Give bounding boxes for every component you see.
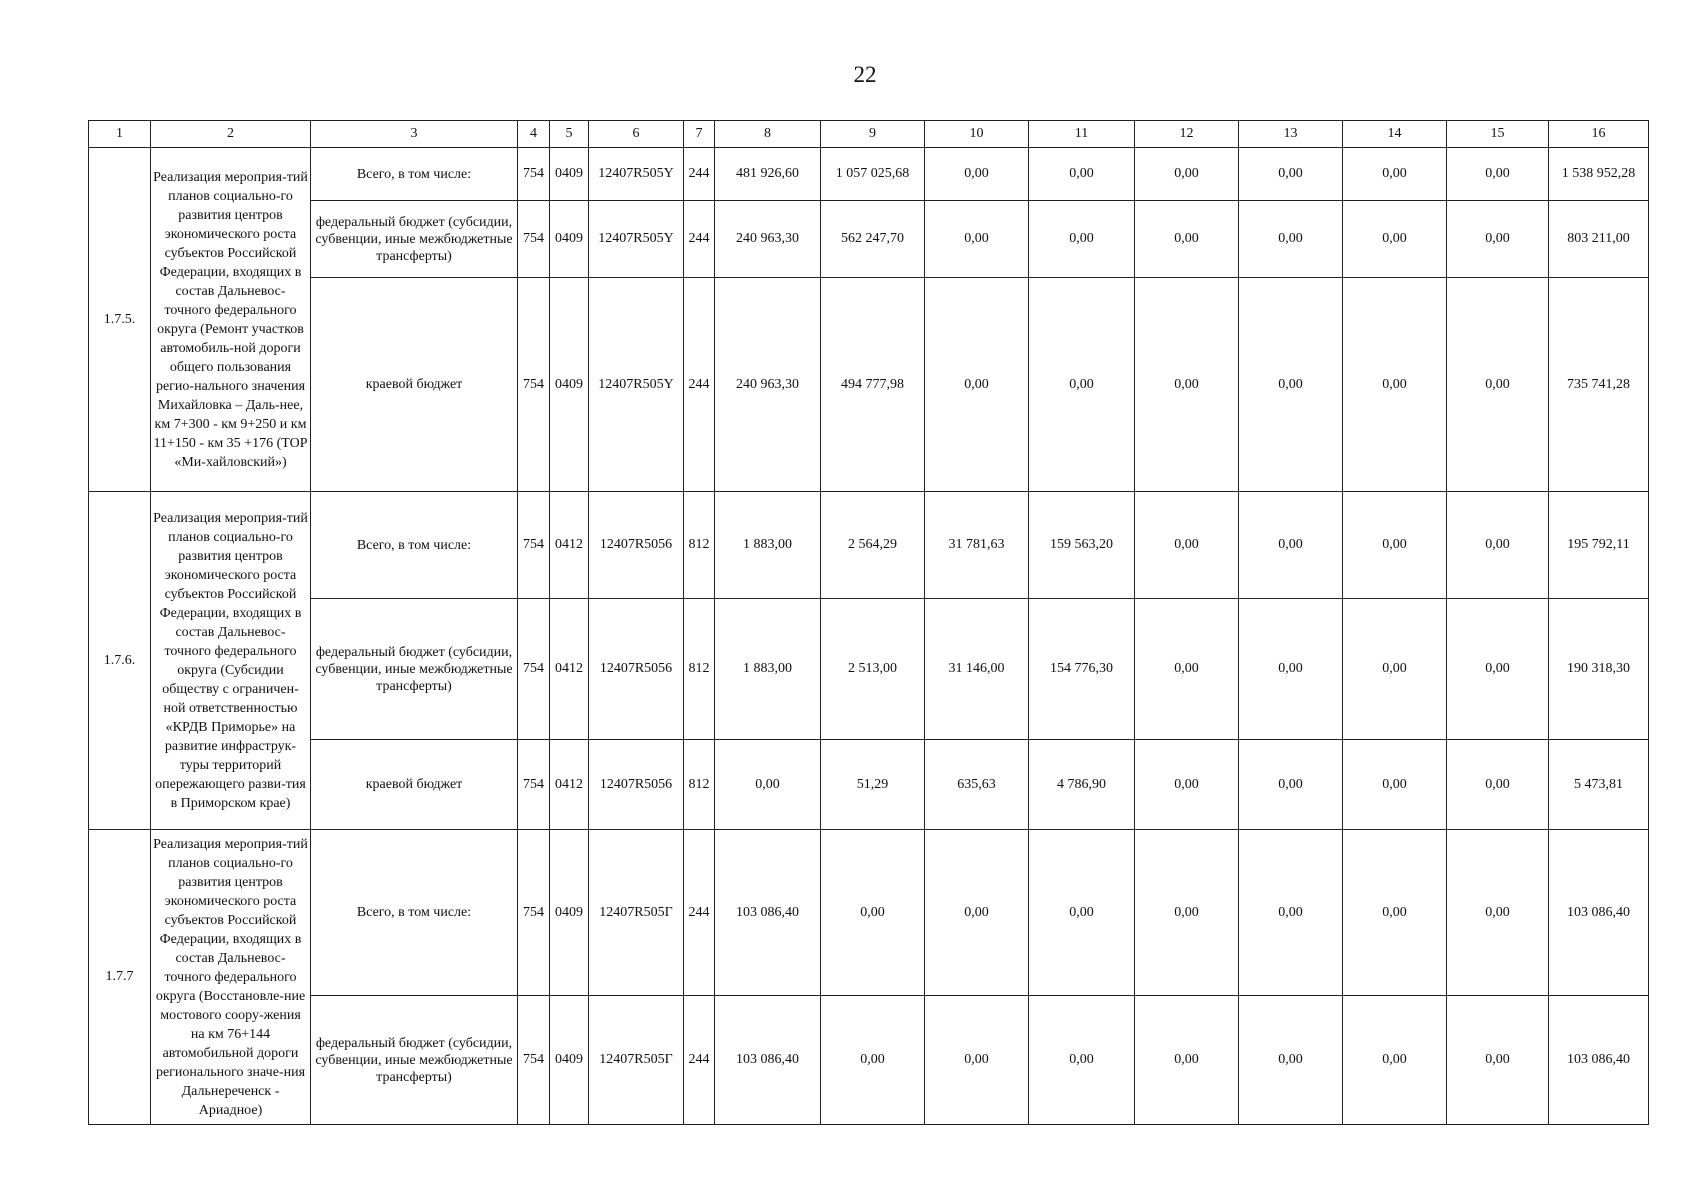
cell-v9: 0,00 xyxy=(821,996,925,1125)
cell-v12: 0,00 xyxy=(1135,148,1239,201)
funding-source: федеральный бюджет (субсидии, субвенции, иные межбюджетные трансферты) xyxy=(311,599,518,740)
cell-c6: 12407R5056 xyxy=(589,740,684,830)
item-number: 1.7.5. xyxy=(89,148,151,492)
cell-c6: 12407R505Г xyxy=(589,830,684,996)
page-number: 22 xyxy=(853,62,877,87)
cell-v13: 0,00 xyxy=(1239,201,1343,278)
cell-v15: 0,00 xyxy=(1447,996,1549,1125)
cell-v10: 0,00 xyxy=(925,201,1029,278)
header-cell: 1 xyxy=(89,121,151,148)
cell-c4: 754 xyxy=(518,830,550,996)
cell-v16: 803 211,00 xyxy=(1549,201,1649,278)
cell-c6: 12407R505Y xyxy=(589,278,684,492)
cell-v11: 0,00 xyxy=(1029,278,1135,492)
budget-table xyxy=(88,120,1649,1125)
cell-v10: 31 146,00 xyxy=(925,599,1029,740)
table-row xyxy=(89,278,1649,492)
cell-c6: 12407R505Г xyxy=(589,996,684,1125)
cell-v13: 0,00 xyxy=(1239,740,1343,830)
header-cell: 8 xyxy=(715,121,821,148)
cell-v15: 0,00 xyxy=(1447,201,1549,278)
cell-c4: 754 xyxy=(518,492,550,599)
cell-c4: 754 xyxy=(518,740,550,830)
cell-v15: 0,00 xyxy=(1447,278,1549,492)
cell-c7: 812 xyxy=(684,740,715,830)
cell-v15: 0,00 xyxy=(1447,740,1549,830)
cell-c6: 12407R5056 xyxy=(589,599,684,740)
cell-v9: 2 564,29 xyxy=(821,492,925,599)
cell-v14: 0,00 xyxy=(1343,278,1447,492)
cell-v9: 562 247,70 xyxy=(821,201,925,278)
cell-v16: 5 473,81 xyxy=(1549,740,1649,830)
cell-v13: 0,00 xyxy=(1239,278,1343,492)
header-cell: 13 xyxy=(1239,121,1343,148)
cell-v8: 103 086,40 xyxy=(715,830,821,996)
cell-v9: 0,00 xyxy=(821,830,925,996)
cell-v16: 190 318,30 xyxy=(1549,599,1649,740)
cell-c7: 244 xyxy=(684,996,715,1125)
cell-v9: 2 513,00 xyxy=(821,599,925,740)
cell-v14: 0,00 xyxy=(1343,201,1447,278)
cell-v13: 0,00 xyxy=(1239,996,1343,1125)
cell-c4: 754 xyxy=(518,201,550,278)
header-cell: 10 xyxy=(925,121,1029,148)
header-cell: 11 xyxy=(1029,121,1135,148)
cell-v13: 0,00 xyxy=(1239,148,1343,201)
item-description: Реализация мероприя-тий планов социально-го развития центров экономического роста субъектов Российской Федерации, входящих в состав Дальневос-точного федерального округа (Восстановле-ние мостового соору-жения на км 76+144 автомобильной дороги регионального значе-ния Дальнереченск - Ариадное) xyxy=(151,830,311,1125)
header-cell: 16 xyxy=(1549,121,1649,148)
cell-c4: 754 xyxy=(518,148,550,201)
cell-c6: 12407R505Y xyxy=(589,148,684,201)
cell-v14: 0,00 xyxy=(1343,996,1447,1125)
cell-v11: 0,00 xyxy=(1029,996,1135,1125)
cell-v16: 735 741,28 xyxy=(1549,278,1649,492)
header-cell: 7 xyxy=(684,121,715,148)
cell-v15: 0,00 xyxy=(1447,830,1549,996)
cell-v16: 103 086,40 xyxy=(1549,996,1649,1125)
cell-v9: 1 057 025,68 xyxy=(821,148,925,201)
funding-source: Всего, в том числе: xyxy=(311,830,518,996)
cell-v8: 481 926,60 xyxy=(715,148,821,201)
cell-v9: 494 777,98 xyxy=(821,278,925,492)
table-row xyxy=(89,740,1649,830)
cell-v11: 159 563,20 xyxy=(1029,492,1135,599)
cell-v10: 31 781,63 xyxy=(925,492,1029,599)
cell-v13: 0,00 xyxy=(1239,492,1343,599)
cell-c6: 12407R5056 xyxy=(589,492,684,599)
cell-v8: 1 883,00 xyxy=(715,492,821,599)
table-row xyxy=(89,996,1649,1125)
header-cell: 12 xyxy=(1135,121,1239,148)
cell-c4: 754 xyxy=(518,599,550,740)
item-number: 1.7.7 xyxy=(89,830,151,1125)
cell-v14: 0,00 xyxy=(1343,830,1447,996)
cell-v11: 154 776,30 xyxy=(1029,599,1135,740)
funding-source: краевой бюджет xyxy=(311,278,518,492)
cell-v11: 4 786,90 xyxy=(1029,740,1135,830)
cell-v10: 0,00 xyxy=(925,830,1029,996)
funding-source: федеральный бюджет (субсидии, субвенции, иные межбюджетные трансферты) xyxy=(311,201,518,278)
item-description: Реализация мероприя-тий планов социально-го развития центров экономического роста субъектов Российской Федерации, входящих в состав Дальневос-точного федерального округа (Ремонт участков автомобиль-ной дороги общего пользования регио-нального значения Михайловка – Даль-нее, км 7+300 - км 9+250 и км 11+150 - км 35 +176 (ТОР «Ми-хайловский») xyxy=(151,148,311,492)
cell-c7: 812 xyxy=(684,492,715,599)
cell-v12: 0,00 xyxy=(1135,278,1239,492)
funding-source: федеральный бюджет (субсидии, субвенции, иные межбюджетные трансферты) xyxy=(311,996,518,1125)
cell-c5: 0409 xyxy=(550,148,589,201)
header-cell: 3 xyxy=(311,121,518,148)
item-description: Реализация мероприя-тий планов социально-го развития центров экономического роста субъектов Российской Федерации, входящих в состав Дальневос-точного федерального округа (Субсидии обществу с ограничен-ной ответственностью «КРДВ Приморье» на развитие инфраструк-туры территорий опережающего разви-тия в Приморском крае) xyxy=(151,492,311,830)
cell-v12: 0,00 xyxy=(1135,996,1239,1125)
cell-c5: 0412 xyxy=(550,740,589,830)
cell-v15: 0,00 xyxy=(1447,599,1549,740)
cell-v8: 240 963,30 xyxy=(715,278,821,492)
cell-v11: 0,00 xyxy=(1029,201,1135,278)
cell-c7: 244 xyxy=(684,201,715,278)
cell-v12: 0,00 xyxy=(1135,201,1239,278)
table-row xyxy=(89,201,1649,278)
funding-source: краевой бюджет xyxy=(311,740,518,830)
item-number: 1.7.6. xyxy=(89,492,151,830)
cell-v8: 0,00 xyxy=(715,740,821,830)
cell-v8: 1 883,00 xyxy=(715,599,821,740)
funding-source: Всего, в том числе: xyxy=(311,492,518,599)
cell-v10: 0,00 xyxy=(925,278,1029,492)
cell-c4: 754 xyxy=(518,996,550,1125)
cell-v14: 0,00 xyxy=(1343,492,1447,599)
cell-c5: 0409 xyxy=(550,830,589,996)
cell-c5: 0409 xyxy=(550,996,589,1125)
header-cell: 15 xyxy=(1447,121,1549,148)
cell-v14: 0,00 xyxy=(1343,740,1447,830)
table-row xyxy=(89,148,1649,201)
table-row xyxy=(89,599,1649,740)
cell-v14: 0,00 xyxy=(1343,599,1447,740)
cell-v15: 0,00 xyxy=(1447,492,1549,599)
cell-v14: 0,00 xyxy=(1343,148,1447,201)
cell-v9: 51,29 xyxy=(821,740,925,830)
cell-c5: 0409 xyxy=(550,278,589,492)
header-cell: 5 xyxy=(550,121,589,148)
header-cell: 9 xyxy=(821,121,925,148)
cell-c5: 0409 xyxy=(550,201,589,278)
cell-v10: 0,00 xyxy=(925,148,1029,201)
cell-v8: 240 963,30 xyxy=(715,201,821,278)
cell-v8: 103 086,40 xyxy=(715,996,821,1125)
cell-v13: 0,00 xyxy=(1239,599,1343,740)
cell-v13: 0,00 xyxy=(1239,830,1343,996)
table-row xyxy=(89,830,1649,996)
cell-v16: 195 792,11 xyxy=(1549,492,1649,599)
cell-v10: 0,00 xyxy=(925,996,1029,1125)
cell-c6: 12407R505Y xyxy=(589,201,684,278)
table-body xyxy=(89,148,1649,1125)
cell-v12: 0,00 xyxy=(1135,599,1239,740)
header-cell: 14 xyxy=(1343,121,1447,148)
table-header xyxy=(89,121,1649,148)
cell-v12: 0,00 xyxy=(1135,740,1239,830)
cell-c7: 244 xyxy=(684,830,715,996)
cell-c7: 812 xyxy=(684,599,715,740)
header-cell: 4 xyxy=(518,121,550,148)
cell-v12: 0,00 xyxy=(1135,830,1239,996)
cell-c5: 0412 xyxy=(550,599,589,740)
cell-v11: 0,00 xyxy=(1029,148,1135,201)
cell-v15: 0,00 xyxy=(1447,148,1549,201)
header-cell: 6 xyxy=(589,121,684,148)
table-row xyxy=(89,492,1649,599)
cell-c4: 754 xyxy=(518,278,550,492)
cell-c7: 244 xyxy=(684,148,715,201)
cell-c7: 244 xyxy=(684,278,715,492)
cell-v12: 0,00 xyxy=(1135,492,1239,599)
cell-v10: 635,63 xyxy=(925,740,1029,830)
cell-v11: 0,00 xyxy=(1029,830,1135,996)
cell-v16: 103 086,40 xyxy=(1549,830,1649,996)
funding-source: Всего, в том числе: xyxy=(311,148,518,201)
header-cell: 2 xyxy=(151,121,311,148)
cell-v16: 1 538 952,28 xyxy=(1549,148,1649,201)
cell-c5: 0412 xyxy=(550,492,589,599)
